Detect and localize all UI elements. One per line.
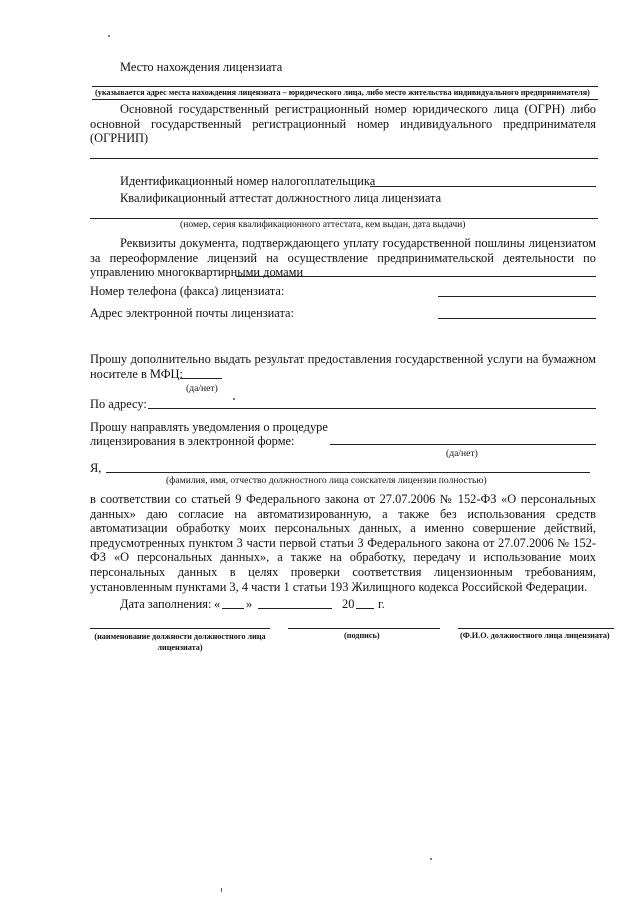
- location-field[interactable]: [92, 86, 598, 87]
- signature-field[interactable]: [288, 628, 440, 629]
- date-year-field[interactable]: [356, 608, 374, 609]
- date-month-field[interactable]: [258, 608, 332, 609]
- consent-name-field[interactable]: [106, 472, 590, 473]
- notify-hint: (да/нет): [446, 448, 478, 459]
- email-label: Адрес электронной почты лицензиата:: [90, 306, 294, 320]
- mfc-address-field[interactable]: [148, 408, 596, 409]
- qualification-label: Квалификационный аттестат должностного лица лицензиата: [120, 191, 442, 205]
- position-caption: (наименование должности должностного лица лицензиата): [94, 632, 266, 652]
- scan-speck: [233, 398, 235, 400]
- email-field[interactable]: [438, 318, 596, 319]
- phone-field[interactable]: [438, 296, 596, 297]
- qualification-hint: (номер, серия квалификационного аттестата, кем выдан, дата выдачи): [180, 219, 466, 230]
- fio-field[interactable]: [458, 628, 614, 629]
- fee-field[interactable]: [236, 276, 596, 277]
- notify-line1: Прошу направлять уведомления о процедуре: [90, 420, 328, 434]
- fee-text: Реквизиты документа, подтверждающего уплату государственной пошлины лицензиатом за переоформление лицензий на осуществление предпринимательской деятельности по управлению многоквартирными домами: [90, 236, 596, 280]
- notify-line2: лицензирования в электронной форме:: [90, 434, 295, 448]
- mfc-yes-no-field[interactable]: [180, 378, 222, 379]
- consent-ya: Я,: [90, 461, 102, 475]
- date-close-quote: »: [246, 597, 253, 611]
- scan-speck: [221, 888, 222, 892]
- mfc-text: Прошу дополнительно выдать результат предоставления государственной услуги на бумажном носителе в МФЦ:: [90, 352, 596, 381]
- inn-field[interactable]: [370, 186, 596, 187]
- location-hint: (указывается адрес места нахождения лицензиата – юридического лица, либо место жительства индивидуального предпринимателя): [95, 88, 590, 97]
- location-hint-rule: [92, 99, 598, 100]
- consent-text: в соответствии со статьей 9 Федерального закона от 27.07.2006 № 152-ФЗ «О персональных данных» даю согласие на автоматизированную, а также без использования средств автоматизации обработку моих персональных данных, а именно совершение действий, предусмотренных пунктом 3 части первой статьи 3 Федерального закона от 27.07.2006 № 152-ФЗ «О персональных данных», а также на обработку, передачу и использование моих персональных данных в целях проверки соответствия лицензионным требованиям, установленным пунктами 3, 4 части 1 статьи 193 Жилищного кодекса Российской Федерации.: [90, 492, 596, 594]
- consent-name-hint: (фамилия, имя, отчество должностного лица соискателя лицензии полностью): [166, 475, 487, 486]
- mfc-address-label: По адресу:: [90, 397, 147, 411]
- date-open-quote: «: [214, 597, 221, 611]
- location-label: Место нахождения лицензиата: [120, 60, 283, 74]
- signature-caption: (подпись): [344, 631, 380, 640]
- scan-speck: [108, 35, 110, 37]
- scan-speck: [430, 858, 432, 860]
- ogrn-field[interactable]: [90, 158, 598, 159]
- date-year-prefix: 20: [342, 597, 355, 611]
- date-label: Дата заполнения:: [120, 597, 212, 611]
- fio-caption: (Ф.И.О. должностного лица лицензиата): [460, 631, 610, 640]
- date-day-field[interactable]: [222, 608, 244, 609]
- ogrn-text: Основной государственный регистрационный номер юридического лица (ОГРН) либо основной государственный регистрационный номер индивидуального предпринимателя (ОГРНИП): [90, 102, 596, 146]
- date-year-suffix: г.: [378, 597, 385, 611]
- phone-label: Номер телефона (факса) лицензиата:: [90, 284, 285, 298]
- notify-field[interactable]: [330, 444, 596, 445]
- inn-label: Идентификационный номер налогоплательщика: [120, 174, 376, 188]
- position-field[interactable]: [90, 628, 270, 629]
- mfc-hint: (да/нет): [186, 383, 218, 394]
